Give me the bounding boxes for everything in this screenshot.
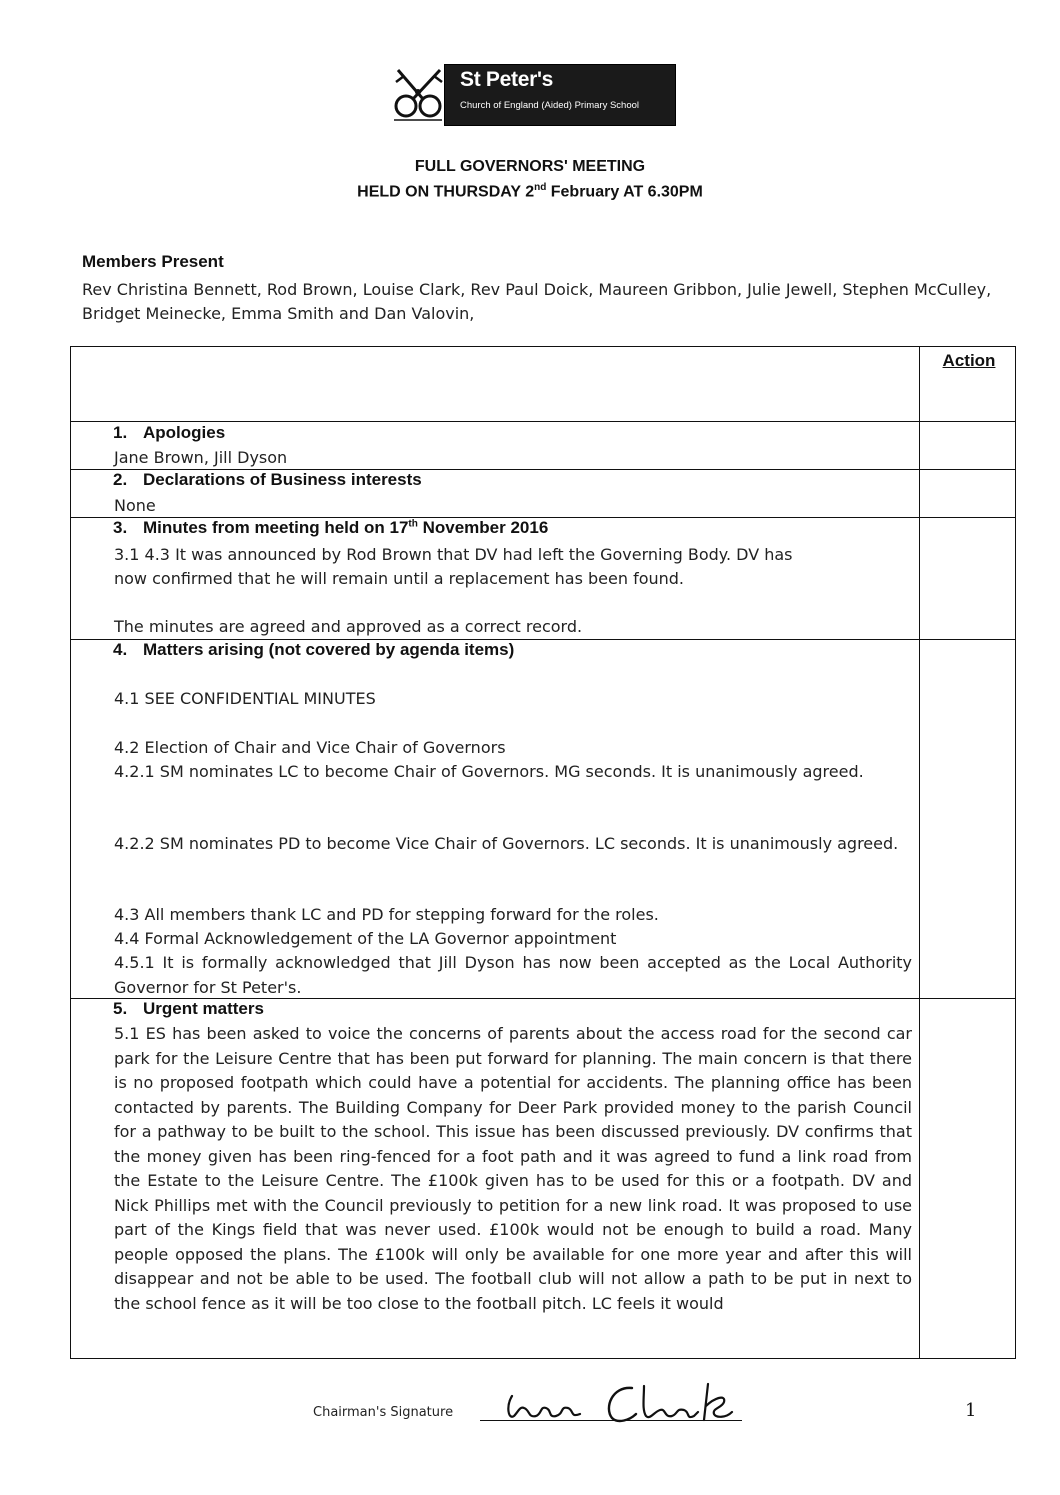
members-present-list: Rev Christina Bennett, Rod Brown, Louise Clark, Rev Paul Doick, Maureen Gribbon, Julie Jewell, Stephen McCulley, Bridget Meinecke, Emma Smith and Dan Valovin, [82,280,992,323]
logo-school-name: St Peter's [460,68,554,91]
section-2-title: 2. Declarations of Business interests [113,470,422,489]
page-number: 1 [965,1400,977,1421]
section-3-title: 3. Minutes from meeting held on 17th November 2016 [113,518,549,537]
section-4-line: 4.2 Election of Chair and Vice Chair of Governors [114,738,506,757]
members-present-heading: Members Present [82,252,224,271]
action-column-header: Action [942,351,996,370]
section-3-line: 3.1 4.3 It was announced by Rod Brown that DV had left the Governing Body. DV has [114,545,793,564]
section-1-title: 1. Apologies [113,423,226,442]
section-4-paragraph: 4.5.1 It is formally acknowledged that Jill Dyson has now been accepted as the Local Authority Governor for St Peter's. [114,953,912,997]
section-4-paragraph: 4.2.1 SM nominates LC to become Chair of Governors. MG seconds. It is unanimously agreed. [114,762,864,781]
logo-school-subtitle: Church of England (Aided) Primary School [460,100,640,111]
section-5-paragraph: 5.1 ES has been asked to voice the concerns of parents about the access road for the second car park for the Leisure Centre that has been put forward for planning. The main concern is that there is no proposed footpath which could have a potential for accidents. The planning office has been contacted by parents. The Building Company for Deer Park provided money to the parish Council for a pathway to be built to the school. This issue has been discussed previously. DV confirms that the money given has been ring-fenced for a foot path and it was agreed to fund a link road from the Estate to the Leisure Centre. The £100k given has to be used for this or a footpath. DV and Nick Phillips met with the Council previously to petition for a new link road. It was proposed to use part of the Kings field that was never used. £100k would not be enough to build a road. Many people opposed the plans. The £100k will only be available for one more year and after this will disappear and not be able to be used. The football club will not allow a path to be put in next to the school fence as it will be too close to the football pitch. LC feels it would [114,1024,912,1313]
section-4-paragraph: 4.2.2 SM nominates PD to become Vice Chair of Governors. LC seconds. It is unanimously agreed. [114,834,899,853]
signature-label: Chairman's Signature [313,1405,454,1420]
section-5-title: 5. Urgent matters [113,999,264,1018]
section-1-text: Jane Brown, Jill Dyson [114,448,288,467]
action-column-divider [919,347,920,1358]
meeting-title: FULL GOVERNORS' MEETING [414,158,646,175]
signature-line [480,1420,742,1421]
section-4-title: 4. Matters arising (not covered by agenda items) [113,640,515,659]
section-4-line: 4.4 Formal Acknowledgement of the LA Governor appointment [114,929,617,948]
section-2-text: None [114,496,156,515]
section-4-line: 4.1 SEE CONFIDENTIAL MINUTES [114,689,376,708]
section-3-line: now confirmed that he will remain until a replacement has been found. [114,569,685,588]
section-3-line: The minutes are agreed and approved as a correct record. [114,617,583,636]
meeting-date-line: HELD ON THURSDAY 2nd February AT 6.30PM [357,182,703,201]
row-divider [71,421,1015,422]
section-4-line: 4.3 All members thank LC and PD for stepping forward for the roles. [114,905,659,924]
school-logo [386,62,676,126]
minutes-table [70,346,1016,1359]
